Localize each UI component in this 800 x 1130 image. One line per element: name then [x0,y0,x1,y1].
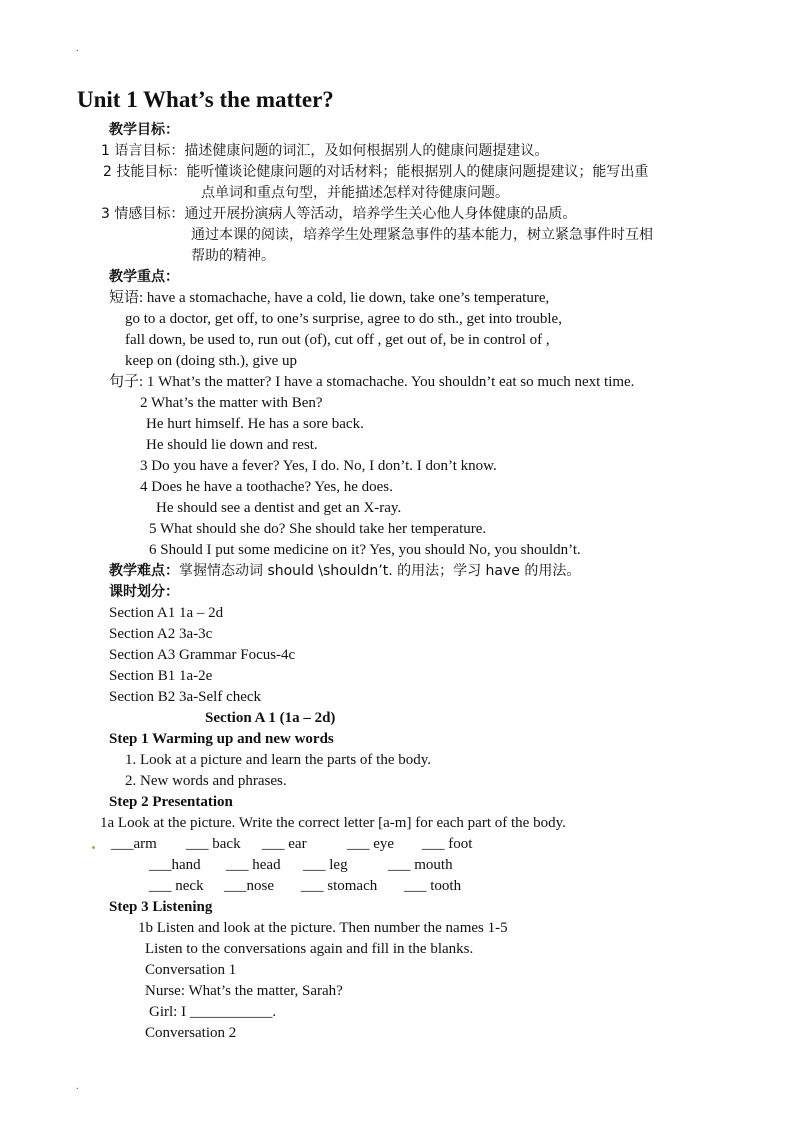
step1-item: 1. Look at a picture and learn the parts of the body. [125,752,432,768]
phrases-line-2: go to a doctor, get off, to one’s surprise, agree to do sth., get into trouble, [125,311,562,327]
stray-mark [92,846,95,849]
blank-foot: ___ foot [422,836,473,852]
sentences-line-8: 5 What should she do? She should take her temperature. [149,521,487,537]
step2-heading: Step 2 Presentation [109,794,233,810]
difficulties-heading: 教学难点： [109,563,179,579]
sentences-line-7: He should see a dentist and get an X-ray. [156,500,402,516]
blank-eye: ___ eye [347,836,395,852]
step3-line: Conversation 2 [145,1025,237,1041]
schedule-item: Section A3 Grammar Focus-4c [109,647,296,663]
schedule-heading: 课时划分： [109,584,179,600]
goal-skill-cont: 点单词和重点句型，并能描述怎样对待健康问题。 [201,185,509,201]
blank-mouth: ___ mouth [388,857,453,873]
schedule-item: Section A1 1a – 2d [109,605,224,621]
goal-language: 1 语言目标：描述健康问题的词汇，及如何根据别人的健康问题提建议。 [101,143,549,159]
step1-heading: Step 1 Warming up and new words [109,731,334,747]
section-heading: Section A 1 (1a – 2d) [205,710,336,726]
blank-leg: ___ leg [303,857,348,873]
sentences-line-6: 4 Does he have a toothache? Yes, he does. [140,479,393,495]
goal-emotion: 3 情感目标：通过开展扮演病人等活动，培养学生关心他人身体健康的品质。 [101,206,577,222]
phrases-line-1: 短语: have a stomachache, have a cold, lie down, take one’s temperature, [109,290,550,306]
blank-arm: ___arm [111,836,157,852]
blank-ear: ___ ear [262,836,307,852]
corner-dot-bottom: . [76,1081,79,1092]
step3-line: Listen to the conversations again and fill in the blanks. [145,941,474,957]
blank-nose: ___nose [224,878,274,894]
sentences-line-4: He should lie down and rest. [146,437,318,453]
step3-line: Girl: I ___________. [149,1004,277,1020]
step3-line: Nurse: What’s the matter, Sarah? [145,983,343,999]
phrases-line-3: fall down, be used to, run out (of), cut off , get out of, be in control of , [125,332,550,348]
goal-emotion-cont-2: 帮助的精神。 [191,248,275,264]
blank-back: ___ back [186,836,241,852]
step3-heading: Step 3 Listening [109,899,213,915]
goal-emotion-cont-1: 通过本课的阅读，培养学生处理紧急事件的基本能力，树立紧急事件时互相 [191,227,653,243]
sentences-line-9: 6 Should I put some medicine on it? Yes, you should No, you shouldn’t. [149,542,581,558]
key-points-heading: 教学重点： [109,269,179,285]
goals-heading: 教学目标： [109,122,179,138]
step1-item: 2. New words and phrases. [125,773,287,789]
step3-line: Conversation 1 [145,962,237,978]
difficulties-row [109,562,580,581]
sentences-line-3: He hurt himself. He has a sore back. [146,416,364,432]
blank-stomach: ___ stomach [301,878,378,894]
blank-head: ___ head [226,857,281,873]
schedule-item: Section A2 3a-3c [109,626,213,642]
sentences-line-2: 2 What’s the matter with Ben? [140,395,323,411]
sentences-line-5: 3 Do you have a fever? Yes, I do. No, I don’t. I don’t know. [140,458,497,474]
schedule-item: Section B1 1a-2e [109,668,213,684]
blank-neck: ___ neck [149,878,204,894]
page-title: Unit 1 What’s the matter? [77,87,334,112]
blank-hand: ___hand [149,857,201,873]
step2-instruction: 1a Look at the picture. Write the correct letter [a-m] for each part of the body. [100,815,566,831]
goal-skill: 2 技能目标：能听懂谈论健康问题的对话材料；能根据别人的健康问题提建议；能写出重 [103,164,649,180]
step3-line: 1b Listen and look at the picture. Then number the names 1-5 [138,920,508,936]
schedule-item: Section B2 3a-Self check [109,689,262,705]
blank-tooth: ___ tooth [404,878,462,894]
difficulties-text: 掌握情态动词 should \shouldn’t. 的用法；学习 have 的用法。 [179,563,581,579]
phrases-line-4: keep on (doing sth.), give up [125,353,298,369]
corner-dot-top: . [76,43,79,54]
sentences-line-1: 句子: 1 What’s the matter? I have a stomachache. You shouldn’t eat so much next time. [109,374,635,390]
